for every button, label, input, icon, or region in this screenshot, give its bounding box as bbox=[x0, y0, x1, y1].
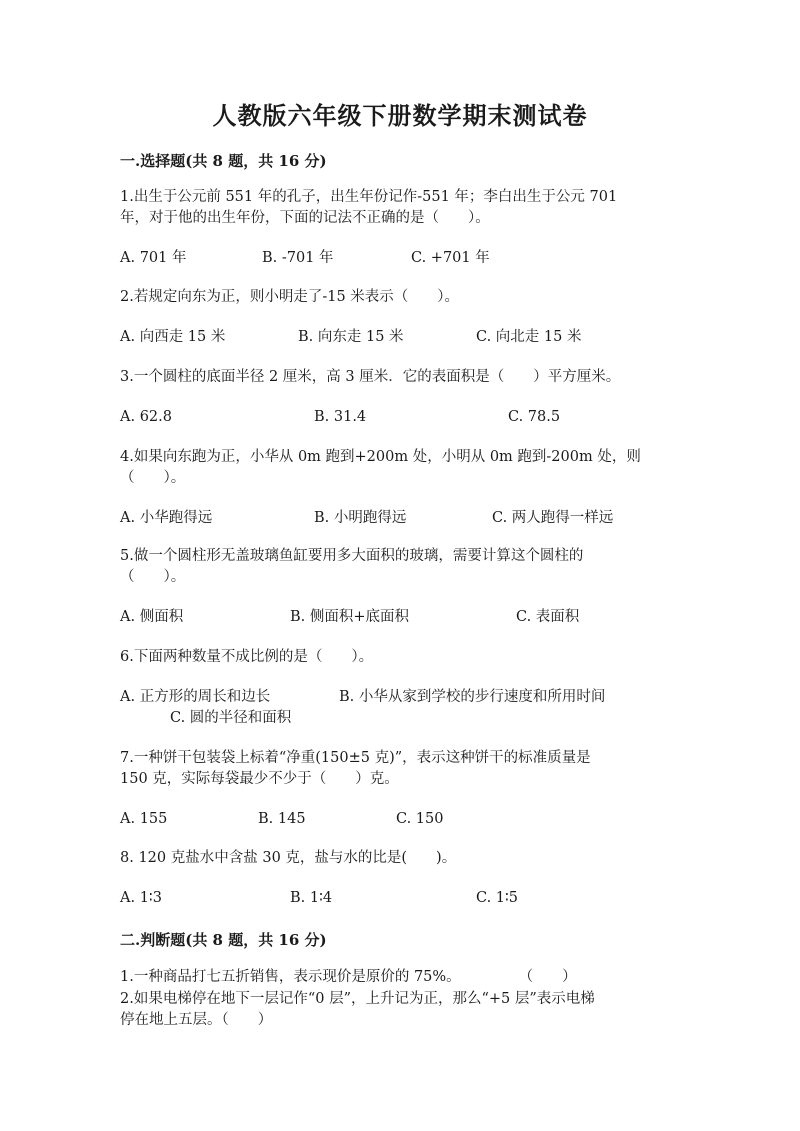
question-1-option-b: B. -701 年 bbox=[262, 250, 334, 266]
question-8-option-b: B. 1∶4 bbox=[290, 890, 333, 906]
question-4-option-b: B. 小明跑得远 bbox=[314, 510, 407, 526]
judgement-2-line-2: 停在地上五层。（ ） bbox=[120, 1012, 273, 1028]
question-3-option-c: C. 78.5 bbox=[508, 409, 561, 425]
question-8-option-c: C. 1∶5 bbox=[476, 890, 519, 906]
section-heading-judgement: 二.判断题(共 8 题，共 16 分) bbox=[120, 931, 327, 949]
section-heading-choice: 一.选择题(共 8 题，共 16 分) bbox=[120, 152, 327, 170]
question-6-line-1: 6.下面两种数量不成比例的是（ ）。 bbox=[120, 649, 374, 665]
question-2-option-a: A. 向西走 15 米 bbox=[120, 329, 226, 345]
question-1-line-2: 年，对于他的出生年份，下面的记法不正确的是（ ）。 bbox=[120, 210, 490, 226]
question-4-line-1: 4.如果向东跑为正，小华从 0m 跑到+200m 处，小明从 0m 跑到-200m 处，则 bbox=[120, 449, 641, 465]
question-5-option-a: A. 侧面积 bbox=[120, 609, 184, 625]
question-8-line-1: 8. 120 克盐水中含盐 30 克，盐与水的比是( )。 bbox=[120, 850, 457, 866]
question-2-option-c: C. 向北走 15 米 bbox=[476, 329, 582, 345]
question-1-option-a: A. 701 年 bbox=[120, 250, 187, 266]
question-6-option-a: A. 正方形的周长和边长 bbox=[120, 689, 271, 705]
question-4-line-2: （ ）。 bbox=[120, 470, 186, 486]
question-7-option-c: C. 150 bbox=[396, 811, 444, 827]
question-4-option-a: A. 小华跑得远 bbox=[120, 510, 213, 526]
question-4-option-c: C. 两人跑得一样远 bbox=[492, 510, 614, 526]
question-3-option-a: A. 62.8 bbox=[120, 409, 172, 425]
question-5-option-c: C. 表面积 bbox=[516, 609, 580, 625]
question-7-option-a: A. 155 bbox=[120, 811, 168, 827]
question-6-option-b: B. 小华从家到学校的步行速度和所用时间 bbox=[339, 689, 606, 705]
question-5-line-1: 5.做一个圆柱形无盖玻璃鱼缸要用多大面积的玻璃，需要计算这个圆柱的 bbox=[120, 548, 584, 564]
question-2-line-1: 2.若规定向东为正，则小明走了-15 米表示（ ）。 bbox=[120, 289, 460, 305]
question-7-option-b: B. 145 bbox=[258, 811, 306, 827]
question-1-line-1: 1.出生于公元前 551 年的孔子，出生年份记作-551 年；李白出生于公元 701 bbox=[120, 189, 618, 205]
question-3-option-b: B. 31.4 bbox=[314, 409, 367, 425]
question-5-line-2: （ ）。 bbox=[120, 569, 186, 585]
judgement-2-line-1: 2.如果电梯停在地下一层记作“0 层”，上升记为正，那么“+5 层”表示电梯 bbox=[120, 991, 595, 1007]
question-6-option-c: C. 圆的半径和面积 bbox=[170, 710, 292, 726]
question-7-line-1: 7.一种饼干包装袋上标着“净重(150±5 克)”，表示这种饼干的标准质量是 bbox=[120, 750, 591, 766]
judgement-1-line-1: 1.一种商品打七五折销售，表示现价是原价的 75%。 （ ） bbox=[120, 969, 577, 985]
question-3-line-1: 3.一个圆柱的底面半径 2 厘米，高 3 厘米．它的表面积是（ ）平方厘米。 bbox=[120, 369, 621, 385]
question-7-line-2: 150 克，实际每袋最少不少于（ ）克。 bbox=[120, 771, 399, 787]
question-8-option-a: A. 1∶3 bbox=[120, 890, 162, 906]
question-2-option-b: B. 向东走 15 米 bbox=[298, 329, 404, 345]
question-1-option-c: C. +701 年 bbox=[411, 250, 490, 266]
question-5-option-b: B. 侧面积+底面积 bbox=[290, 609, 410, 625]
page-title: 人教版六年级下册数学期末测试卷 bbox=[212, 101, 588, 130]
